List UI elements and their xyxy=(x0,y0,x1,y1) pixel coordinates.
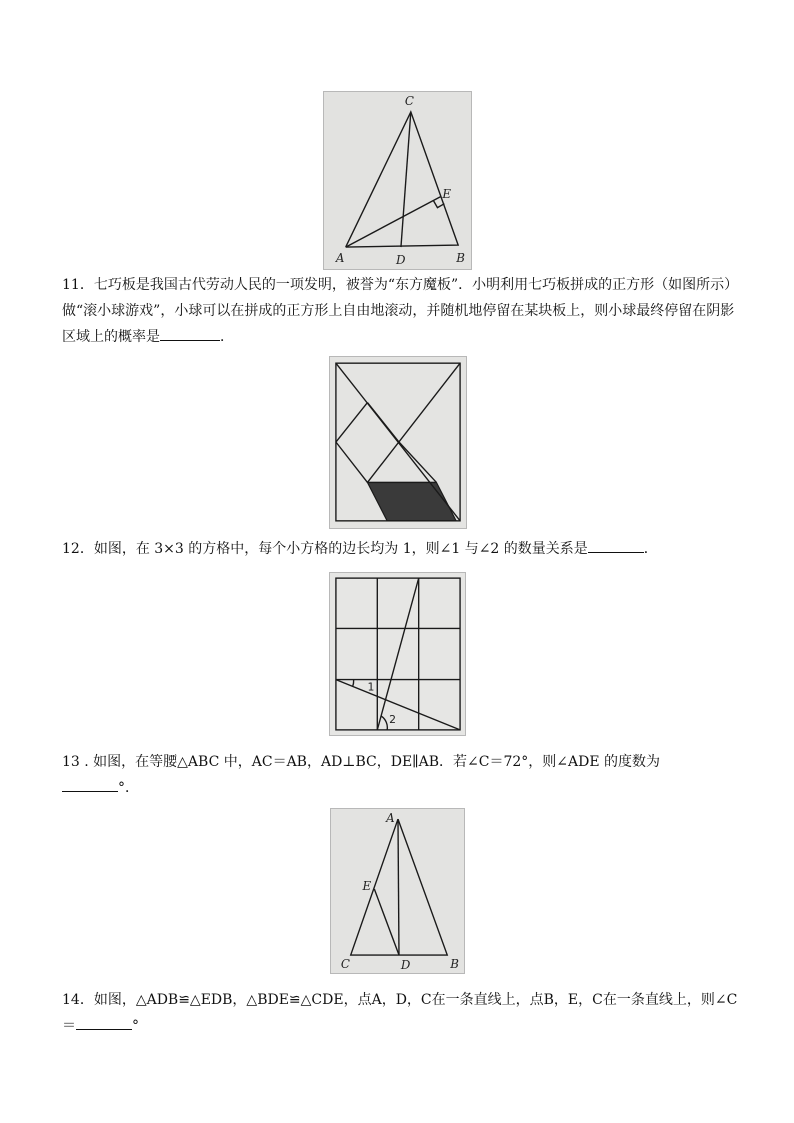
label-d-2: D xyxy=(400,957,411,972)
figure-isosceles-svg xyxy=(331,809,464,973)
figure-tangram-svg xyxy=(330,357,466,528)
label-e-2: E xyxy=(362,879,372,894)
figure-triangle-abc xyxy=(323,91,472,270)
tangram-line-1 xyxy=(336,403,368,442)
segment-shallow xyxy=(336,680,460,730)
label-a: A xyxy=(335,250,345,265)
question-11-end: ． xyxy=(220,329,234,345)
figure-isosceles-triangle xyxy=(330,808,465,974)
label-b-2: B xyxy=(450,956,459,971)
angle-label-1: 1 xyxy=(367,680,375,694)
segment-ae xyxy=(346,197,441,247)
segment-cd xyxy=(401,112,411,247)
question-11 xyxy=(62,272,738,350)
segment-de xyxy=(374,889,399,955)
tangram-diagonal-2 xyxy=(367,363,460,482)
question-14-end: ° xyxy=(132,1018,139,1034)
tangram-line-4 xyxy=(399,442,436,482)
label-c: C xyxy=(404,94,414,109)
question-12-text: 12．如图，在 3×3 的方格中，每个小方格的边长均为 1，则∠1 与∠2 的数量关系是 xyxy=(62,541,588,557)
question-12 xyxy=(62,536,738,562)
answer-blank-13[interactable] xyxy=(62,777,118,792)
segment-steep xyxy=(377,578,418,730)
question-13-text: 13 . 如图，在等腰△ABC 中，AC＝AB，AD⊥BC，DE∥AB．若∠C＝72°，则∠ADE 的度数为 xyxy=(62,754,661,770)
question-12-end: ． xyxy=(643,541,658,557)
shaded-parallelogram xyxy=(367,482,456,520)
tangram-line-3 xyxy=(367,403,399,442)
label-d: D xyxy=(396,252,406,267)
question-13-end: °． xyxy=(118,780,139,796)
angle-label-2: 2 xyxy=(389,712,397,726)
figure-tangram xyxy=(329,356,467,529)
figure-triangle-abc-svg xyxy=(324,92,471,269)
angle-arc-1 xyxy=(353,680,354,687)
question-11-text: 11．七巧板是我国古代劳动人民的一项发明，被誉为“东方魔板”．小明利用七巧板拼成的正方形（如图所示）做“滚小球游戏”，小球可以在拼成的正方形上自由地滚动，并随机地停留在某块板上，则小球最终停留在阴影区域上的概率是 xyxy=(62,277,735,345)
answer-blank-12[interactable] xyxy=(588,538,644,553)
segment-ad xyxy=(398,819,399,955)
label-b: B xyxy=(456,250,465,265)
tangram-line-2 xyxy=(336,442,368,482)
figure-grid-svg xyxy=(330,573,465,735)
label-e: E xyxy=(442,186,452,201)
answer-blank-14[interactable] xyxy=(76,1015,132,1030)
question-14 xyxy=(62,987,738,1039)
label-c-2: C xyxy=(340,956,350,971)
angle-arc-2 xyxy=(381,716,387,730)
question-14-text: 14．如图，△ADB≌△EDB，△BDE≌△CDE，点A，D，C在一条直线上，点B，E，C在一条直线上，则∠C＝ xyxy=(62,992,738,1034)
answer-blank-11[interactable] xyxy=(160,326,220,341)
question-13 xyxy=(62,749,738,801)
label-a-2: A xyxy=(386,811,395,826)
figure-grid-3x3 xyxy=(329,572,466,736)
